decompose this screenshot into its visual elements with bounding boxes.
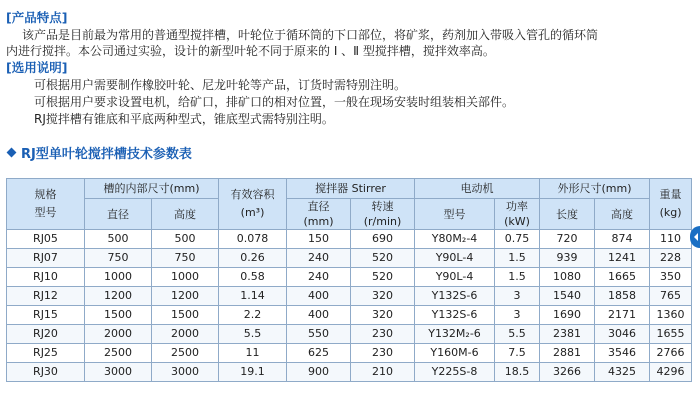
- cell-power: 3: [495, 306, 540, 325]
- cell-weight: 2766: [650, 344, 692, 363]
- cell-stirrer-diameter: 625: [287, 344, 351, 363]
- header-weight-label: 重量: [659, 188, 682, 201]
- cell-outer-height: 874: [595, 230, 650, 249]
- cell-model: RJ10: [7, 268, 85, 287]
- header-volume-label: 有效容积: [230, 188, 275, 201]
- selection-text-line-3: RJ搅拌槽有锥底和平底两种型式，锥底型式需特别注明。: [34, 112, 334, 126]
- header-power: [495, 199, 540, 230]
- cell-stirrer-diameter: 240: [287, 249, 351, 268]
- cell-weight: 4296: [650, 363, 692, 382]
- header-speed-label: 转速: [371, 200, 394, 213]
- header-tank-size: 槽的内部尺寸(mm): [85, 179, 219, 199]
- cell-outer-height: 3046: [595, 325, 650, 344]
- header-volume: [219, 179, 287, 230]
- table-row: [7, 268, 692, 287]
- cell-motor-model: Y132S-6: [415, 287, 495, 306]
- cell-motor-model: Y160M-6: [415, 344, 495, 363]
- header-tank-diameter: 直径: [85, 199, 152, 230]
- table-row: [7, 287, 692, 306]
- header-outer-size: 外形尺寸(mm): [540, 179, 650, 199]
- cell-weight: 110: [650, 230, 692, 249]
- table-title-text: RJ型单叶轮搅拌槽技术参数表: [21, 147, 192, 162]
- cell-tank-diameter: 1200: [85, 287, 152, 306]
- table-row: [7, 344, 692, 363]
- cell-motor-model: Y225S-8: [415, 363, 495, 382]
- cell-tank-diameter: 2000: [85, 325, 152, 344]
- cell-outer-height: 1665: [595, 268, 650, 287]
- table-row: [7, 306, 692, 325]
- cell-power: 7.5: [495, 344, 540, 363]
- header-power-unit: (kW): [504, 215, 530, 228]
- cell-motor-model: Y132M₂-6: [415, 325, 495, 344]
- diamond-bullet-icon: [7, 148, 17, 158]
- cell-volume: 0.26: [219, 249, 287, 268]
- cell-model: RJ20: [7, 325, 85, 344]
- cell-tank-height: 2500: [152, 344, 219, 363]
- header-power-label: 功率: [506, 200, 529, 213]
- cell-motor-model: Y90L-4: [415, 268, 495, 287]
- cell-tank-height: 1200: [152, 287, 219, 306]
- cell-weight: 1655: [650, 325, 692, 344]
- cell-stirrer-diameter: 900: [287, 363, 351, 382]
- cell-tank-height: 1000: [152, 268, 219, 287]
- cell-model: RJ15: [7, 306, 85, 325]
- cell-motor-model: Y132S-6: [415, 306, 495, 325]
- cell-outer-height: 2171: [595, 306, 650, 325]
- header-speed: [351, 199, 415, 230]
- cell-volume: 0.078: [219, 230, 287, 249]
- selection-text-line-2: 可根据用户要求设置电机，给矿口，排矿口的相对位置，一般在现场安装时组装相关部件。: [34, 95, 515, 109]
- cell-tank-height: 750: [152, 249, 219, 268]
- cell-stirrer-diameter: 400: [287, 306, 351, 325]
- cell-speed: 210: [351, 363, 415, 382]
- cell-model: RJ12: [7, 287, 85, 306]
- cell-power: 0.75: [495, 230, 540, 249]
- cell-model: RJ05: [7, 230, 85, 249]
- cell-outer-length: 1690: [540, 306, 595, 325]
- cell-outer-length: 2881: [540, 344, 595, 363]
- header-model: [7, 179, 85, 230]
- cell-outer-height: 1241: [595, 249, 650, 268]
- cell-volume: 5.5: [219, 325, 287, 344]
- cell-speed: 520: [351, 249, 415, 268]
- cell-volume: 19.1: [219, 363, 287, 382]
- cell-weight: 1360: [650, 306, 692, 325]
- header-tank-height: 高度: [152, 199, 219, 230]
- cell-stirrer-diameter: 550: [287, 325, 351, 344]
- header-stirrer: 搅拌器 Stirrer: [287, 179, 415, 199]
- cell-stirrer-diameter: 240: [287, 268, 351, 287]
- cell-model: RJ07: [7, 249, 85, 268]
- cell-tank-height: 2000: [152, 325, 219, 344]
- cell-tank-diameter: 2500: [85, 344, 152, 363]
- cell-volume: 0.58: [219, 268, 287, 287]
- cell-speed: 690: [351, 230, 415, 249]
- cell-speed: 320: [351, 306, 415, 325]
- header-motor-model: 型号: [415, 199, 495, 230]
- header-outer-length: 长度: [540, 199, 595, 230]
- cell-tank-diameter: 750: [85, 249, 152, 268]
- header-model-line-1: 规格: [34, 188, 57, 201]
- cell-outer-height: 3546: [595, 344, 650, 363]
- header-weight-unit: (kg): [659, 206, 682, 219]
- cell-speed: 230: [351, 344, 415, 363]
- selection-text-line-1: 可根据用户需要制作橡胶叶轮、尼龙叶轮等产品，订货时需特别注明。: [34, 78, 407, 92]
- features-title: [产品特点]: [6, 10, 68, 25]
- cell-motor-model: Y80M₂-4: [415, 230, 495, 249]
- cell-volume: 2.2: [219, 306, 287, 325]
- cell-tank-height: 3000: [152, 363, 219, 382]
- header-speed-unit: (r/min): [363, 215, 402, 228]
- table-row: [7, 325, 692, 344]
- header-weight: [650, 179, 692, 230]
- header-outer-height: 高度: [595, 199, 650, 230]
- cell-outer-length: 2381: [540, 325, 595, 344]
- cell-stirrer-diameter: 400: [287, 287, 351, 306]
- cell-tank-diameter: 1500: [85, 306, 152, 325]
- spec-table: [6, 178, 692, 382]
- table-row: [7, 249, 692, 268]
- cell-motor-model: Y90L-4: [415, 249, 495, 268]
- cell-outer-height: 1858: [595, 287, 650, 306]
- cell-outer-height: 4325: [595, 363, 650, 382]
- cell-tank-height: 500: [152, 230, 219, 249]
- cell-weight: 350: [650, 268, 692, 287]
- header-stirrer-diameter-unit: (mm): [303, 215, 334, 228]
- cell-outer-length: 720: [540, 230, 595, 249]
- cell-model: RJ30: [7, 363, 85, 382]
- cell-outer-length: 939: [540, 249, 595, 268]
- table-row: [7, 230, 692, 249]
- cell-speed: 230: [351, 325, 415, 344]
- cell-tank-diameter: 3000: [85, 363, 152, 382]
- cell-tank-diameter: 500: [85, 230, 152, 249]
- spec-table-body: [7, 230, 692, 382]
- cell-power: 1.5: [495, 268, 540, 287]
- cell-power: 18.5: [495, 363, 540, 382]
- cell-outer-length: 1540: [540, 287, 595, 306]
- header-stirrer-diameter-label: 直径: [307, 200, 330, 213]
- cell-speed: 520: [351, 268, 415, 287]
- cell-volume: 1.14: [219, 287, 287, 306]
- cell-weight: 228: [650, 249, 692, 268]
- features-text-line-2: 内进行搅拌。本公司通过实验，设计的新型叶轮不同于原来的 Ⅰ 、Ⅱ 型搅拌槽，搅拌效率高。: [6, 44, 495, 58]
- header-model-line-2: 型号: [34, 206, 57, 219]
- header-motor: 电动机: [415, 179, 540, 199]
- selection-title: [选用说明]: [6, 60, 68, 75]
- cell-speed: 320: [351, 287, 415, 306]
- cell-model: RJ25: [7, 344, 85, 363]
- cell-power: 5.5: [495, 325, 540, 344]
- cell-outer-length: 3266: [540, 363, 595, 382]
- features-text-line-1: 该产品是目前最为常用的普通型搅拌槽，叶轮位于循环筒的下口部位，将矿浆，药剂加入带吸入管孔的循环筒: [22, 28, 599, 42]
- cell-weight: 765: [650, 287, 692, 306]
- table-row: [7, 363, 692, 382]
- header-volume-unit: (m³): [240, 206, 265, 219]
- cell-stirrer-diameter: 150: [287, 230, 351, 249]
- cell-tank-height: 1500: [152, 306, 219, 325]
- cell-power: 1.5: [495, 249, 540, 268]
- table-title: [8, 147, 192, 163]
- cell-volume: 11: [219, 344, 287, 363]
- cell-outer-length: 1080: [540, 268, 595, 287]
- cell-power: 3: [495, 287, 540, 306]
- cell-tank-diameter: 1000: [85, 268, 152, 287]
- header-stirrer-diameter: [287, 199, 351, 230]
